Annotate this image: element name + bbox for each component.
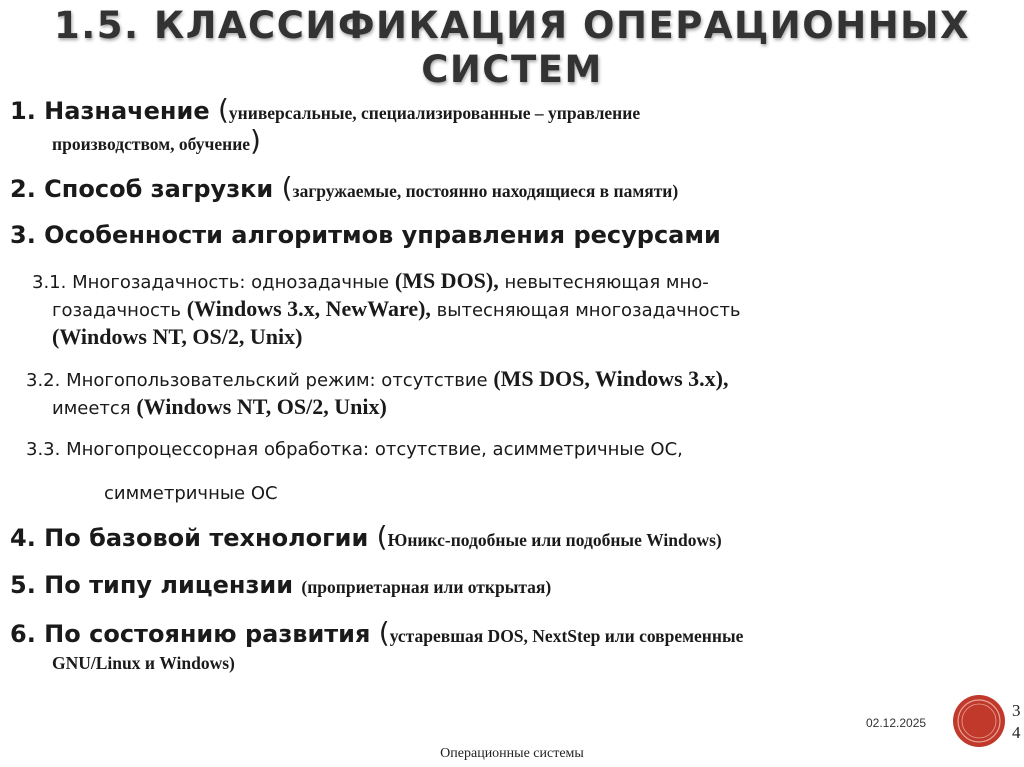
item-2-head: 2. Способ загрузки (10, 175, 282, 203)
title-line-1: 1.5. КЛАССИФИКАЦИЯ ОПЕРАЦИОННЫХ (53, 4, 971, 47)
item-6-line-2 (52, 646, 235, 678)
sub-3-2-text-c: имеется (52, 398, 137, 419)
item-4-line (10, 522, 722, 555)
slide-number-badge-icon (952, 694, 1006, 748)
sub-3-2-text-b: (MS DOS, Windows 3.x), (493, 366, 729, 391)
item-5-detail: (проприетарная или открытая) (301, 577, 552, 597)
item-1-line-2 (52, 126, 261, 159)
slide-footer: Операционные системы (440, 746, 584, 761)
slide-date: 02.12.2025 (866, 716, 927, 730)
sub-3-1-text-b: (MS DOS), (394, 268, 499, 293)
sub-3-1-text-g: (Windows NT, OS/2, Unix) (52, 324, 303, 349)
item-5-line (10, 570, 551, 602)
sub-3-1-text-f: вытесняющая многозадачность (430, 300, 741, 321)
sub-3-1-line-2 (52, 296, 741, 324)
item-2-open-paren: ( (281, 171, 293, 204)
item-2-detail: загружаемые, постоянно находящиеся в памяти) (292, 181, 679, 201)
item-3-head: 3. Особенности алгоритмов управления ресурсами (10, 221, 721, 249)
page-number (1012, 700, 1024, 744)
sub-3-1-text-e: (Windows 3.x, NewWare), (186, 296, 431, 321)
sub-3-2-text-a: 3.2. Многопользовательский режим: отсутствие (26, 370, 494, 391)
item-1-detail-2: производством, обучение (52, 134, 251, 154)
page-number-line-1: 3 (1012, 701, 1021, 720)
item-1-head: 1. Назначение (10, 97, 218, 125)
sub-3-3-text-b: симметричные ОС (104, 483, 278, 504)
sub-3-3-line-2 (104, 481, 278, 507)
sub-3-1-text-a: 3.1. Многозадачность: однозадачные (32, 272, 395, 293)
sub-3-2-line-2 (52, 394, 387, 422)
sub-3-1-line-1 (32, 268, 709, 296)
item-2-line (10, 173, 678, 206)
item-1-open-paren: ( (217, 93, 229, 126)
sub-3-1-text-c: невытесняющая мно- (498, 272, 709, 293)
item-1-close-paren: ) (250, 124, 261, 157)
title-line-2: СИСТЕМ (421, 48, 603, 91)
item-6-detail-2: GNU/Linux и Windows) (52, 653, 235, 673)
item-4-open-paren: ( (376, 520, 388, 553)
item-6-detail-1: устаревшая DOS, NextStep или современные (389, 626, 744, 646)
sub-3-3-text-a: 3.3. Многопроцессорная обработка: отсутствие, асимметричные ОС, (26, 439, 683, 460)
item-4-detail: Юникс-подобные или подобные Windows) (387, 530, 722, 550)
sub-3-1-text-d: гозадачность (52, 300, 187, 321)
item-5-head: 5. По типу лицензии (10, 571, 302, 599)
item-1-detail-1: универсальные, специализированные – управление (228, 103, 641, 123)
item-1-line-1 (10, 95, 640, 128)
sub-3-3-line-1 (26, 437, 683, 463)
sub-3-2-text-d: (Windows NT, OS/2, Unix) (136, 394, 387, 419)
item-3-line (10, 220, 721, 250)
item-4-head: 4. По базовой технологии (10, 524, 377, 552)
item-6-head: 6. По состоянию развития (10, 620, 379, 648)
sub-3-2-line-1 (26, 366, 728, 394)
item-6-open-paren: ( (378, 616, 390, 649)
sub-3-1-line-3 (52, 324, 302, 352)
page-number-line-2: 4 (1012, 723, 1021, 742)
